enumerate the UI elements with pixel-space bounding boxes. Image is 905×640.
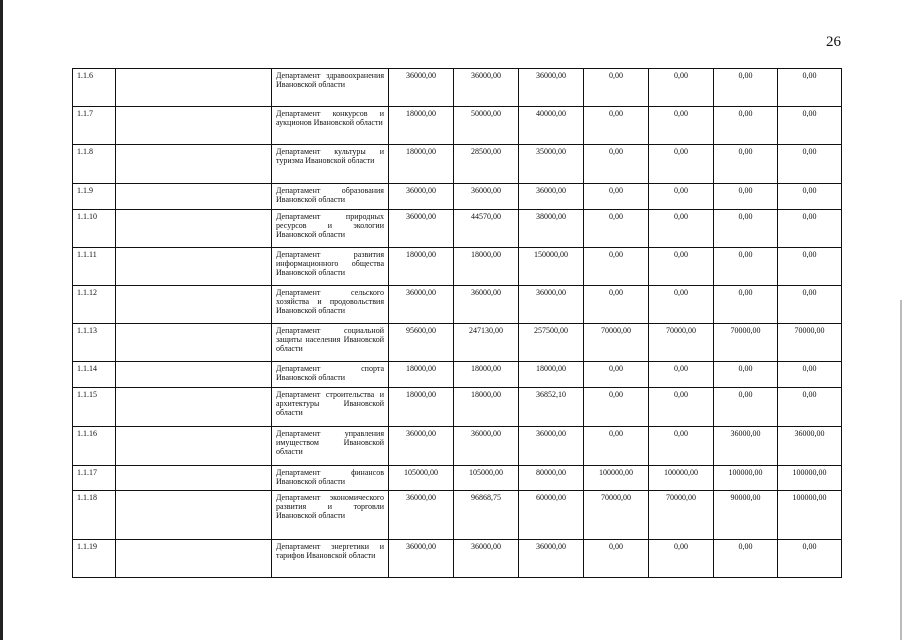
row-code: 1.1.18: [73, 491, 116, 540]
amount-cell: 0,00: [714, 107, 778, 145]
amount-cell: 36000,00: [389, 210, 454, 248]
amount-cell: 0,00: [778, 248, 842, 286]
table-body: [73, 69, 842, 578]
amount-cell: 0,00: [649, 540, 714, 578]
department-name: Департамент конкурсов и аукционов Ивановской области: [272, 107, 389, 145]
amount-cell: 36000,00: [389, 184, 454, 210]
amount-cell: 70000,00: [584, 491, 649, 540]
amount-cell: 40000,00: [519, 107, 584, 145]
amount-cell: 0,00: [649, 248, 714, 286]
table-row: [73, 286, 842, 324]
table-row: [73, 388, 842, 427]
amount-cell: 0,00: [778, 145, 842, 184]
row-code: 1.1.16: [73, 427, 116, 466]
empty-cell: [116, 286, 272, 324]
amount-cell: 35000,00: [519, 145, 584, 184]
amount-cell: 18000,00: [389, 362, 454, 388]
amount-cell: 36000,00: [519, 427, 584, 466]
row-code: 1.1.6: [73, 69, 116, 107]
amount-cell: 18000,00: [454, 388, 519, 427]
department-name: Департамент спорта Ивановской области: [272, 362, 389, 388]
amount-cell: 50000,00: [454, 107, 519, 145]
amount-cell: 105000,00: [389, 466, 454, 491]
amount-cell: 44570,00: [454, 210, 519, 248]
amount-cell: 18000,00: [454, 362, 519, 388]
amount-cell: 100000,00: [714, 466, 778, 491]
scan-left-edge: [0, 0, 3, 640]
table-row: [73, 466, 842, 491]
amount-cell: 18000,00: [454, 248, 519, 286]
amount-cell: 36000,00: [389, 427, 454, 466]
amount-cell: 18000,00: [389, 388, 454, 427]
scan-right-edge: [900, 300, 902, 640]
amount-cell: 247130,00: [454, 324, 519, 362]
table-row: [73, 210, 842, 248]
amount-cell: 0,00: [584, 69, 649, 107]
empty-cell: [116, 427, 272, 466]
amount-cell: 0,00: [649, 69, 714, 107]
amount-cell: 18000,00: [389, 248, 454, 286]
amount-cell: 18000,00: [389, 145, 454, 184]
amount-cell: 36000,00: [454, 69, 519, 107]
row-code: 1.1.15: [73, 388, 116, 427]
department-name: Департамент социальной защиты населения Ивановской области: [272, 324, 389, 362]
amount-cell: 36000,00: [389, 540, 454, 578]
empty-cell: [116, 324, 272, 362]
amount-cell: 0,00: [778, 286, 842, 324]
amount-cell: 36852,10: [519, 388, 584, 427]
amount-cell: 60000,00: [519, 491, 584, 540]
budget-table: [72, 68, 842, 578]
amount-cell: 0,00: [584, 286, 649, 324]
amount-cell: 0,00: [649, 184, 714, 210]
table-row: [73, 427, 842, 466]
amount-cell: 36000,00: [454, 427, 519, 466]
department-name: Департамент здравоохранения Ивановской области: [272, 69, 389, 107]
amount-cell: 95600,00: [389, 324, 454, 362]
amount-cell: 0,00: [778, 210, 842, 248]
empty-cell: [116, 540, 272, 578]
amount-cell: 36000,00: [454, 540, 519, 578]
department-name: Департамент развития информационного общества Ивановской области: [272, 248, 389, 286]
department-name: Департамент энергетики и тарифов Ивановской области: [272, 540, 389, 578]
row-code: 1.1.7: [73, 107, 116, 145]
page-number: 26: [826, 34, 841, 50]
row-code: 1.1.14: [73, 362, 116, 388]
amount-cell: 257500,00: [519, 324, 584, 362]
amount-cell: 36000,00: [454, 184, 519, 210]
empty-cell: [116, 145, 272, 184]
department-name: Департамент финансов Ивановской области: [272, 466, 389, 491]
table-row: [73, 184, 842, 210]
amount-cell: 36000,00: [389, 69, 454, 107]
row-code: 1.1.9: [73, 184, 116, 210]
amount-cell: 36000,00: [519, 184, 584, 210]
amount-cell: 28500,00: [454, 145, 519, 184]
amount-cell: 96868,75: [454, 491, 519, 540]
amount-cell: 36000,00: [389, 286, 454, 324]
empty-cell: [116, 184, 272, 210]
amount-cell: 0,00: [649, 210, 714, 248]
department-name: Департамент строительства и архитектуры Ивановской области: [272, 388, 389, 427]
department-name: Департамент культуры и туризма Ивановской области: [272, 145, 389, 184]
row-code: 1.1.10: [73, 210, 116, 248]
amount-cell: 0,00: [584, 145, 649, 184]
department-name: Департамент природных ресурсов и экологии Ивановской области: [272, 210, 389, 248]
empty-cell: [116, 69, 272, 107]
table-row: [73, 248, 842, 286]
amount-cell: 0,00: [714, 362, 778, 388]
row-code: 1.1.12: [73, 286, 116, 324]
row-code: 1.1.17: [73, 466, 116, 491]
amount-cell: 150000,00: [519, 248, 584, 286]
amount-cell: 0,00: [584, 184, 649, 210]
empty-cell: [116, 491, 272, 540]
table-row: [73, 362, 842, 388]
empty-cell: [116, 388, 272, 427]
amount-cell: 0,00: [649, 145, 714, 184]
amount-cell: 0,00: [714, 388, 778, 427]
amount-cell: 0,00: [778, 69, 842, 107]
amount-cell: 70000,00: [714, 324, 778, 362]
amount-cell: 0,00: [584, 107, 649, 145]
amount-cell: 0,00: [714, 540, 778, 578]
table-row: [73, 540, 842, 578]
amount-cell: 36000,00: [519, 286, 584, 324]
amount-cell: 80000,00: [519, 466, 584, 491]
amount-cell: 0,00: [714, 286, 778, 324]
table-row: [73, 107, 842, 145]
department-name: Департамент образования Ивановской области: [272, 184, 389, 210]
empty-cell: [116, 248, 272, 286]
amount-cell: 36000,00: [519, 69, 584, 107]
amount-cell: 100000,00: [778, 491, 842, 540]
amount-cell: 0,00: [778, 540, 842, 578]
row-code: 1.1.13: [73, 324, 116, 362]
amount-cell: 0,00: [584, 540, 649, 578]
amount-cell: 0,00: [778, 362, 842, 388]
row-code: 1.1.8: [73, 145, 116, 184]
amount-cell: 18000,00: [519, 362, 584, 388]
department-name: Департамент экономического развития и торговли Ивановской области: [272, 491, 389, 540]
department-name: Департамент сельского хозяйства и продовольствия Ивановской области: [272, 286, 389, 324]
row-code: 1.1.11: [73, 248, 116, 286]
amount-cell: 70000,00: [584, 324, 649, 362]
amount-cell: 36000,00: [454, 286, 519, 324]
amount-cell: 100000,00: [584, 466, 649, 491]
amount-cell: 0,00: [649, 362, 714, 388]
amount-cell: 0,00: [778, 184, 842, 210]
amount-cell: 70000,00: [778, 324, 842, 362]
amount-cell: 0,00: [714, 210, 778, 248]
amount-cell: 0,00: [649, 427, 714, 466]
amount-cell: 0,00: [714, 69, 778, 107]
amount-cell: 36000,00: [714, 427, 778, 466]
amount-cell: 100000,00: [778, 466, 842, 491]
table-row: [73, 491, 842, 540]
amount-cell: 0,00: [584, 427, 649, 466]
empty-cell: [116, 362, 272, 388]
amount-cell: 18000,00: [389, 107, 454, 145]
amount-cell: 0,00: [714, 248, 778, 286]
amount-cell: 70000,00: [649, 324, 714, 362]
table-row: [73, 324, 842, 362]
amount-cell: 0,00: [714, 145, 778, 184]
amount-cell: 36000,00: [519, 540, 584, 578]
amount-cell: 38000,00: [519, 210, 584, 248]
empty-cell: [116, 466, 272, 491]
amount-cell: 0,00: [778, 107, 842, 145]
amount-cell: 0,00: [649, 388, 714, 427]
amount-cell: 0,00: [584, 362, 649, 388]
amount-cell: 105000,00: [454, 466, 519, 491]
amount-cell: 70000,00: [649, 491, 714, 540]
amount-cell: 0,00: [584, 388, 649, 427]
table-row: [73, 145, 842, 184]
department-name: Департамент управления имуществом Ивановской области: [272, 427, 389, 466]
amount-cell: 100000,00: [649, 466, 714, 491]
empty-cell: [116, 210, 272, 248]
amount-cell: 0,00: [584, 248, 649, 286]
amount-cell: 36000,00: [389, 491, 454, 540]
amount-cell: 0,00: [649, 107, 714, 145]
amount-cell: 0,00: [584, 210, 649, 248]
empty-cell: [116, 107, 272, 145]
amount-cell: 0,00: [649, 286, 714, 324]
amount-cell: 90000,00: [714, 491, 778, 540]
row-code: 1.1.19: [73, 540, 116, 578]
amount-cell: 0,00: [778, 388, 842, 427]
amount-cell: 0,00: [714, 184, 778, 210]
table-row: [73, 69, 842, 107]
amount-cell: 36000,00: [778, 427, 842, 466]
